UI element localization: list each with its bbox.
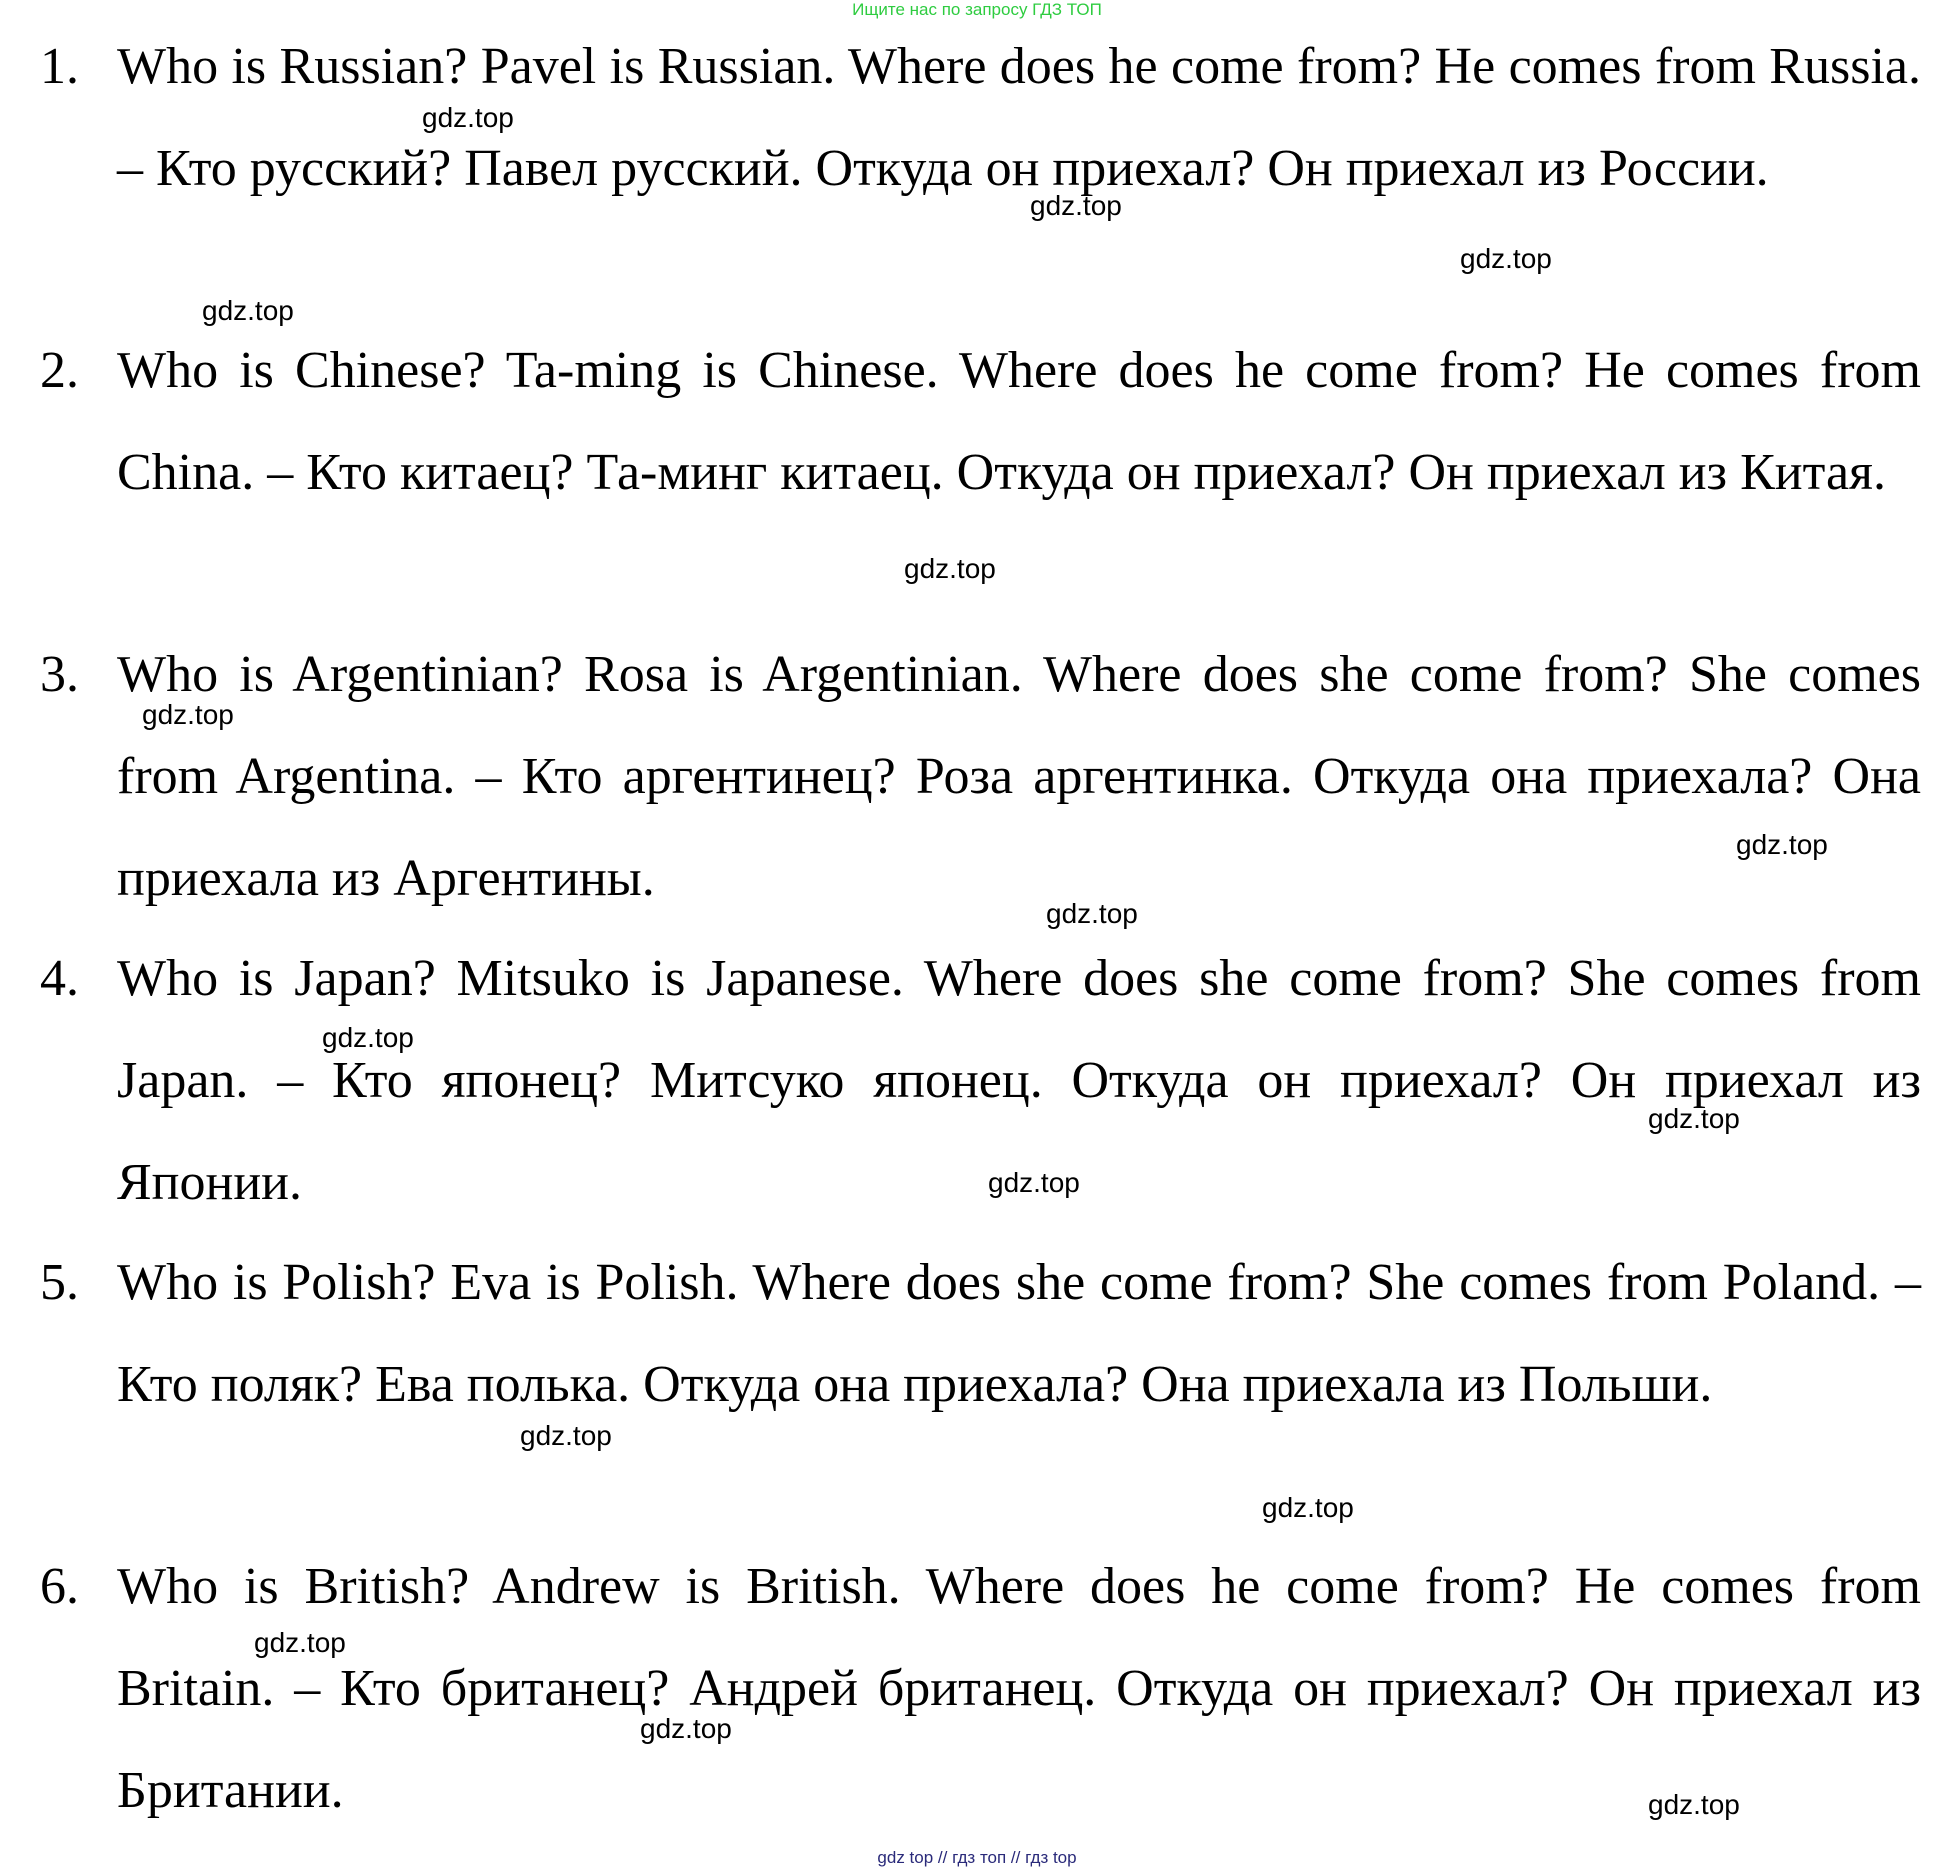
item-text: Who is Japan? Mitsuko is Japanese. Where does she come from? She comes from Japan. – Кто японец? Митсуко японец. Откуда он приехал? Он приехал из Японии. xyxy=(117,950,1921,1211)
item-text: Who is Chinese? Ta-ming is Chinese. Where does he come from? He comes from China. – Кто китаец? Та-минг китаец. Откуда он приехал? Он приехал из Китая. xyxy=(117,342,1921,501)
watermark: gdz.top xyxy=(1030,190,1122,221)
watermark: gdz.top xyxy=(202,295,294,326)
watermark: gdz.top xyxy=(520,1420,612,1451)
top-banner: Ищите нас по запросу ГДЗ ТОП xyxy=(852,0,1102,19)
item-number: 6. xyxy=(40,1558,79,1615)
watermark: gdz.top xyxy=(322,1022,414,1053)
watermark: gdz.top xyxy=(1736,829,1828,860)
watermark: gdz.top xyxy=(1648,1103,1740,1134)
item-text: Who is Polish? Eva is Polish. Where does she come from? She comes from Poland. – Кто поляк? Ева полька. Откуда она приехала? Она приехала из Польши. xyxy=(117,1254,1921,1413)
watermark: gdz.top xyxy=(254,1627,346,1658)
item-number: 4. xyxy=(40,950,79,1007)
list-item xyxy=(0,1232,1954,1538)
watermark: gdz.top xyxy=(1046,898,1138,929)
item-number: 3. xyxy=(40,646,79,703)
item-number: 1. xyxy=(40,38,79,95)
item-text: Who is Argentinian? Rosa is Argentinian. Where does she come from? She comes from Argentina. – Кто аргентинец? Роза аргентинка. Откуда она приехала? Она приехала из Аргентины. xyxy=(117,646,1921,907)
item-number: 5. xyxy=(40,1254,79,1311)
watermark: gdz.top xyxy=(142,699,234,730)
item-text: Who is British? Andrew is British. Where does he come from? He comes from Britain. – Кто британец? Андрей британец. Откуда он приехал? Он приехал из Британии. xyxy=(117,1558,1921,1819)
footer: gdz top // гдз топ // гдз top xyxy=(877,1848,1077,1867)
watermark: gdz.top xyxy=(640,1713,732,1744)
watermark: gdz.top xyxy=(422,102,514,133)
watermark: gdz.top xyxy=(904,553,996,584)
watermark: gdz.top xyxy=(1262,1492,1354,1523)
list-item xyxy=(0,928,1954,1234)
list-item xyxy=(0,624,1954,930)
watermark: gdz.top xyxy=(1648,1789,1740,1820)
watermark: gdz.top xyxy=(988,1167,1080,1198)
item-text: Who is Russian? Pavel is Russian. Where does he come from? He comes from Russia. – Кто русский? Павел русский. Откуда он приехал? Он приехал из России. xyxy=(117,38,1921,197)
item-number: 2. xyxy=(40,342,79,399)
watermark: gdz.top xyxy=(1460,243,1552,274)
list-item xyxy=(0,16,1954,322)
